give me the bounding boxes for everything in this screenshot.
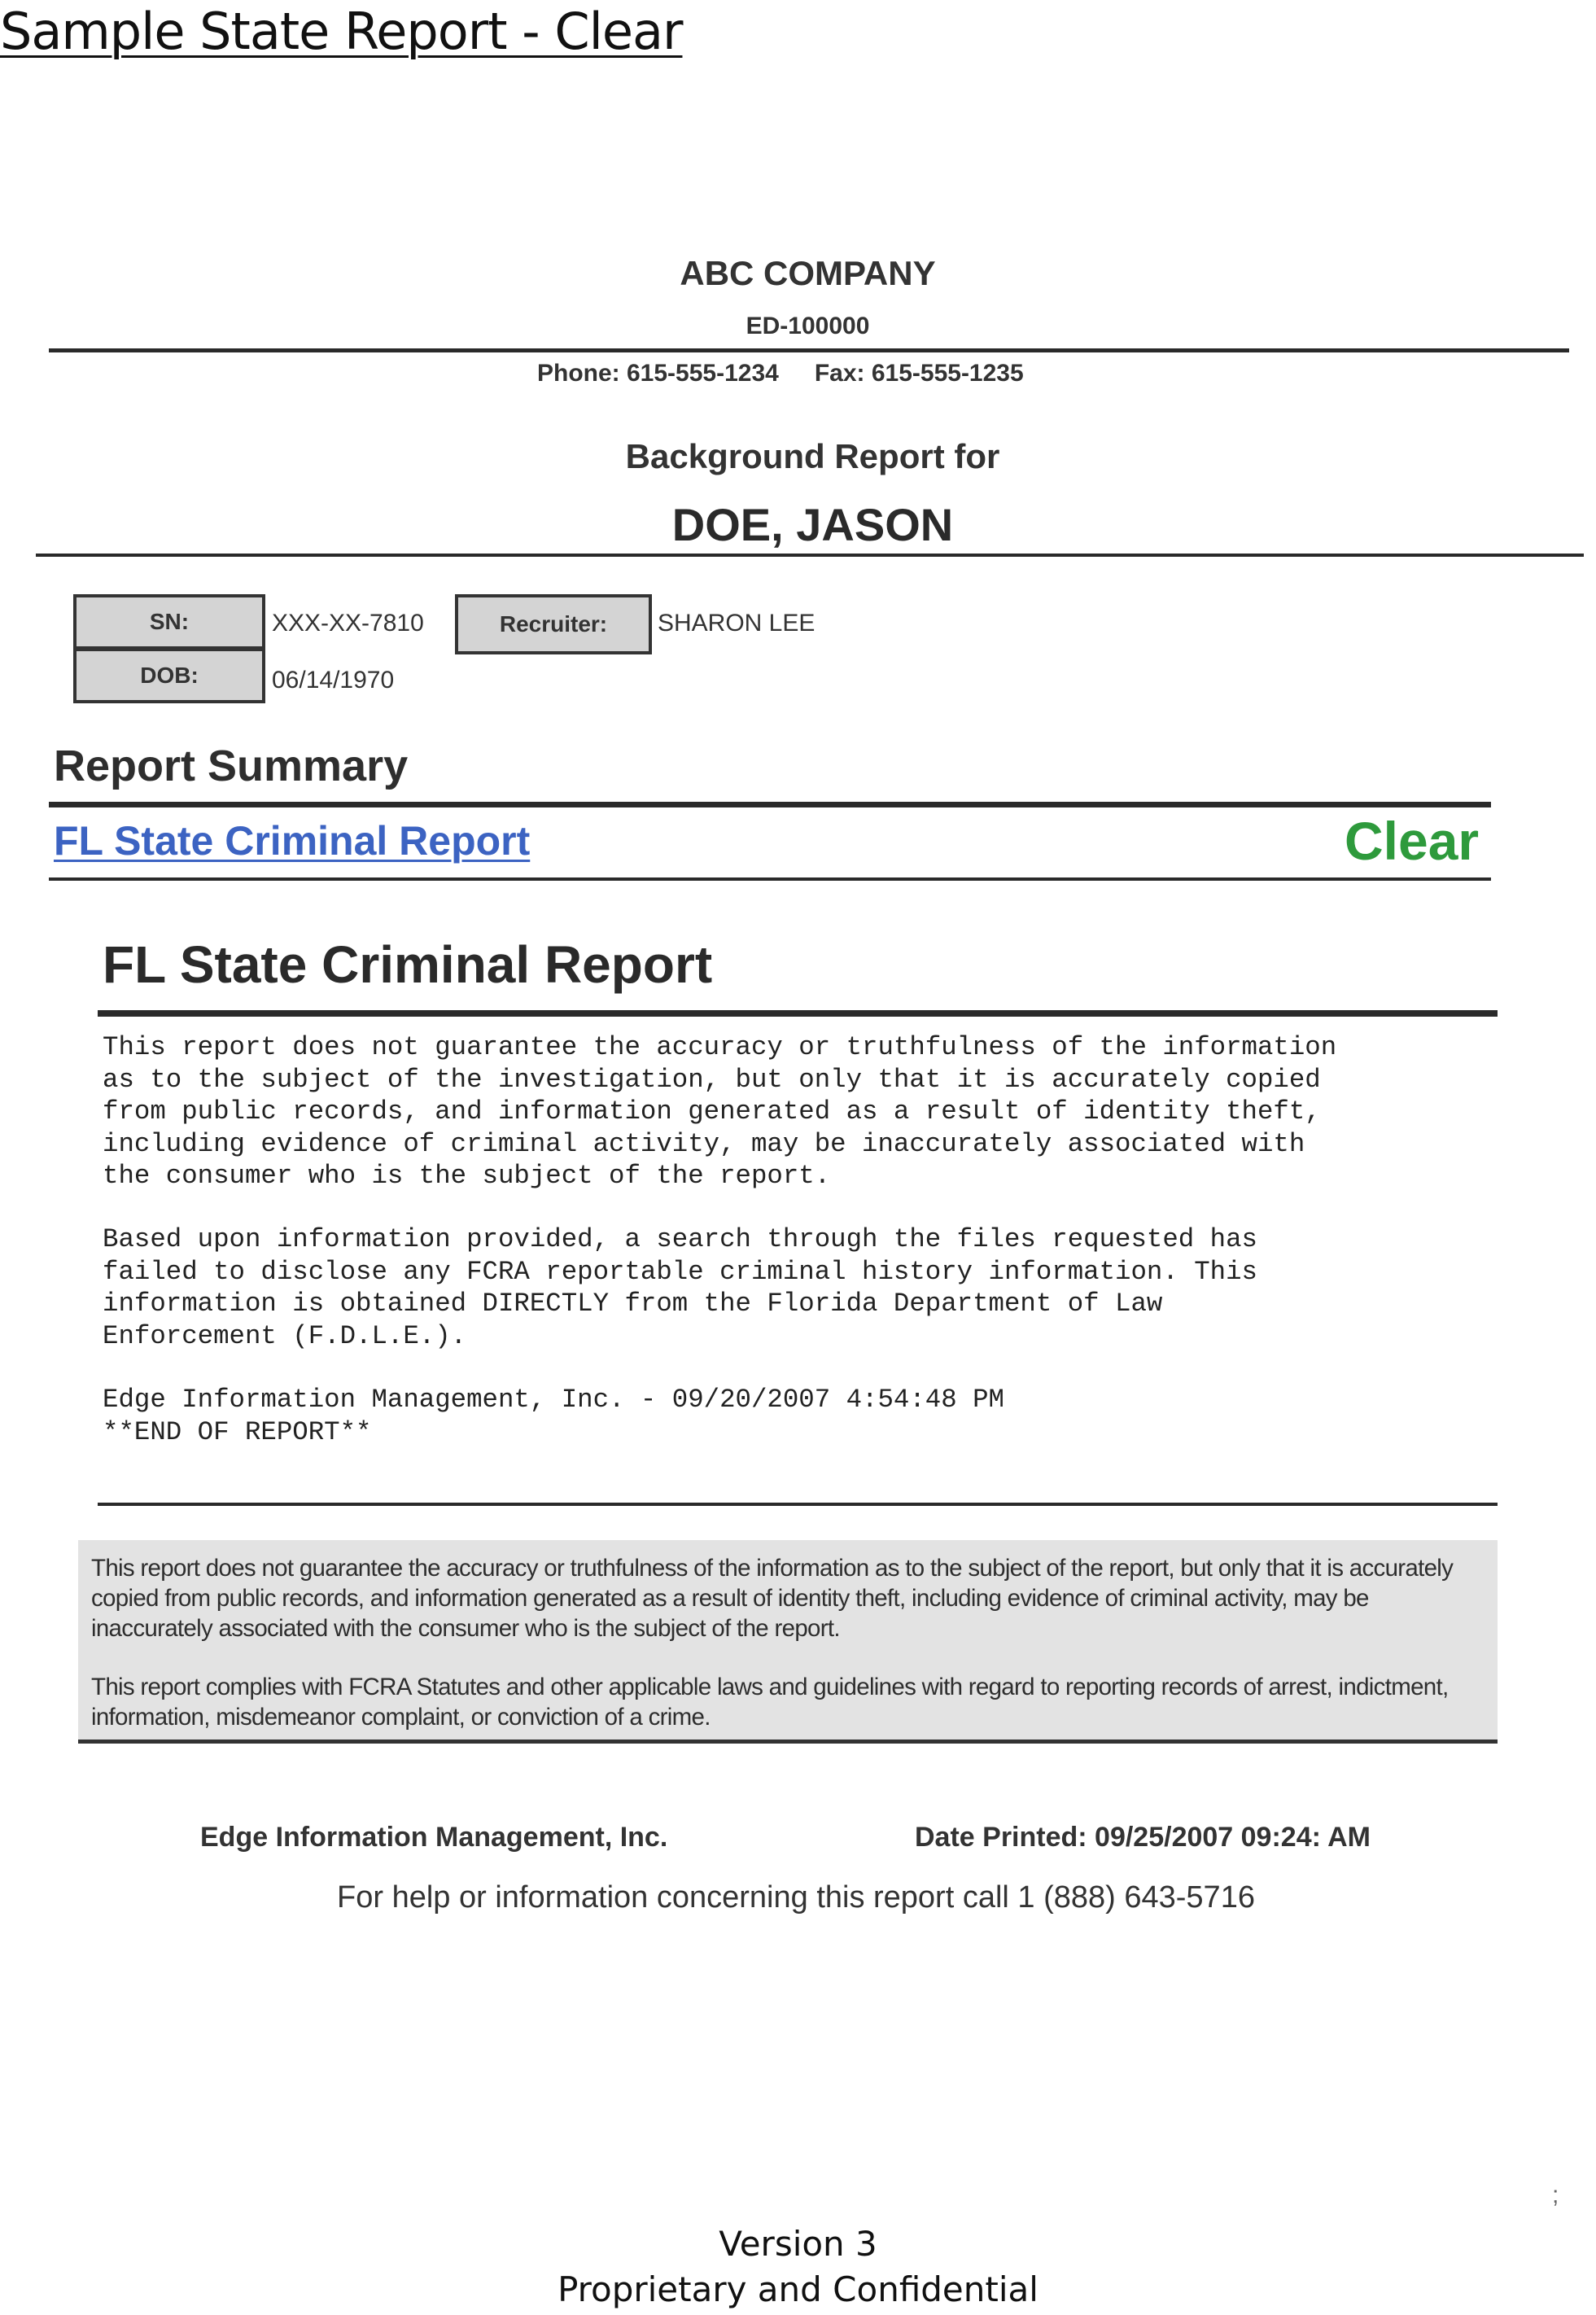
footer-help-line: For help or information concerning this report call 1 (888) 643-5716 [337,1880,1255,1915]
dob-label: DOB: [140,663,199,688]
contact-row [537,360,1024,387]
section-top-divider [98,1010,1498,1017]
recruiter-label-box [455,594,652,654]
page-mark: ; [1552,2182,1559,2208]
recruiter-label: Recruiter: [499,611,608,637]
report-paragraph-end: Edge Information Management, Inc. - 09/20/2007 4:54:48 PM **END OF REPORT** [103,1385,1004,1447]
disclaimer-box [78,1540,1498,1744]
section-heading: FL State Criminal Report [103,935,713,994]
version-label: Version 3 [719,2224,877,2264]
report-summary-heading: Report Summary [54,742,409,790]
phone-number: Phone: 615-555-1234 [537,360,779,387]
company-name: ABC COMPANY [680,254,936,292]
sn-label: SN: [149,609,190,634]
summary-top-divider [49,802,1491,807]
status-badge-clear: Clear [1345,811,1480,871]
sn-value: XXX-XX-7810 [272,610,424,637]
company-code: ED-100000 [746,313,870,339]
document-title: Sample State Report - Clear [0,2,683,61]
report-paragraph-disclaimer: This report does not guarantee the accuracy or truthfulness of the information as to the subject of the investigation, but only that it is accurately copied from public records, and information generated as a result of identity theft, including evidence of criminal activity, may be inaccurately associated with the consumer who is the subject of the report. [103,1032,1337,1191]
footer-company: Edge Information Management, Inc. [200,1822,668,1853]
disclaimer-accuracy: This report does not guarantee the accuracy or truthfulness of the information as to the subject of the report, but only that it is accurately copied from public records, and information generated as a result of identity theft, including evidence of criminal activity, may be inaccurately associated with the consumer who is the subject of the report. [91,1555,1454,1642]
report-for-label: Background Report for [625,437,1000,475]
footer-date-printed: Date Printed: 09/25/2007 09:24: AM [915,1822,1371,1853]
summary-bottom-divider [49,877,1491,881]
recruiter-value: SHARON LEE [658,610,815,637]
subject-name: DOE, JASON [671,499,954,550]
confidentiality-label: Proprietary and Confidential [558,2269,1038,2309]
dob-label-box [73,648,265,703]
disclaimer-fcra: This report complies with FCRA Statutes and other applicable laws and guidelines with regard to reporting records of arrest, indictment, information, misdemeanor complaint, or conviction of a crime. [91,1674,1449,1731]
header-divider [49,348,1569,352]
sn-label-box [73,594,265,650]
report-paragraph-result: Based upon information provided, a search through the files requested has failed to disclose any FCRA reportable criminal history information. This information is obtained DIRECTLY from the Florida Department of Law Enforcement (F.D.L.E.). [103,1224,1257,1351]
fl-state-criminal-report-link[interactable]: FL State Criminal Report [54,818,531,864]
name-divider [36,554,1584,557]
fax-number: Fax: 615-555-1235 [814,360,1024,387]
section-bottom-divider [98,1503,1498,1506]
dob-value: 06/14/1970 [272,667,395,694]
